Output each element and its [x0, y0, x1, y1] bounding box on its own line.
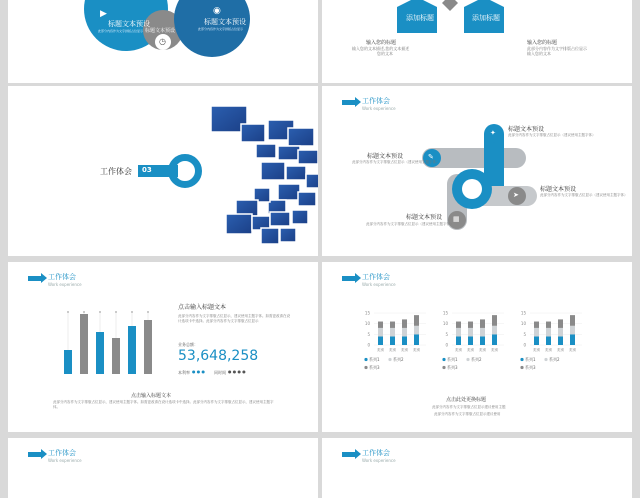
clock-icon: ◷: [159, 37, 166, 46]
stacked-bar-segment: [480, 328, 485, 337]
section-number: 03: [142, 166, 152, 174]
left-heading: 输入您的标题: [366, 40, 397, 46]
header-arrow-icon: [28, 452, 42, 457]
center-label: 标题文本预设: [145, 28, 176, 34]
section-title: 工作体会: [48, 273, 76, 281]
bottom-body: 此部分内容作为文字排版占位显示，建议使用主题字体。如需更改请在设计选项卡中选择。此部分内容作为文字排版占位显示，建议使用主题字体。: [53, 400, 274, 409]
calendar-icon: ▦: [453, 215, 460, 223]
x-tick-label: 类别: [377, 348, 384, 352]
bar-guide-dot: [67, 311, 69, 313]
right-desc-2: 输入您的文本: [527, 51, 551, 56]
x-tick-label: 类别: [545, 348, 552, 352]
item-4-desc: 此部分内容作为文字排版占位显示（建议使用主题字体）: [366, 222, 454, 226]
x-tick-label: 类别: [557, 348, 564, 352]
stacked-bar-segment: [468, 336, 473, 345]
stacked-bar-segment: [480, 336, 485, 345]
section-title: 工作体会: [362, 273, 390, 281]
y-tick-label: 0: [445, 342, 448, 348]
section-title: 工作体会: [362, 449, 390, 457]
right-speaker-icon: ◉: [213, 6, 221, 16]
stacked-bar-segment: [414, 334, 419, 345]
left-subtitle: 此部分内容作为文字排版占位显示: [98, 29, 144, 33]
stacked-bar-segment: [456, 322, 461, 328]
legend-swatch: [544, 358, 547, 361]
stacked-bar-segment: [378, 322, 383, 328]
rating-b-label: 同时间: [214, 370, 226, 375]
item-2-title: 标题文本预设: [367, 153, 404, 160]
stacked-bar-segment: [390, 328, 395, 337]
stacked-bar-segment: [468, 328, 473, 337]
right-body: 此部分内容作为文字排版占位显示，建议使用主题字体。如需更改请在设计选项卡中选择。此部分内容作为文字排版占位显示: [178, 314, 290, 323]
stacked-bar-segment: [402, 328, 407, 337]
rating-b-stars: ● ● ● ●: [228, 369, 246, 374]
stacked-bar-segment: [492, 326, 497, 335]
x-tick-label: 类别: [479, 348, 486, 352]
y-tick-label: 15: [442, 310, 448, 316]
ring-icon: [168, 154, 202, 188]
x-tick-label: 类别: [413, 348, 420, 352]
slide-5[interactable]: [8, 262, 318, 432]
x-tick-label: 类别: [467, 348, 474, 352]
left-desc-1: 输入您的文本描述,您的文本描述: [352, 46, 410, 51]
stacked-bar-segment: [492, 315, 497, 326]
y-tick-label: 0: [367, 342, 370, 348]
section-subtitle: Work experience: [48, 458, 82, 463]
caption-body-2: 此部分内容作为文字排版占位显示建议使用: [434, 412, 501, 416]
legend-swatch: [388, 358, 391, 361]
stacked-bar-segment: [480, 319, 485, 328]
section-subtitle: Work experience: [362, 282, 396, 287]
y-tick-label: 10: [520, 321, 526, 327]
stacked-bar-segment: [402, 336, 407, 345]
slide-6[interactable]: [322, 262, 632, 432]
stacked-bar-segment: [468, 322, 473, 328]
right-title: 点击输入标题文本: [178, 304, 227, 311]
leaf-icon: ✎: [428, 153, 434, 161]
legend-label: 系列1: [447, 357, 458, 362]
bar-guide-dot: [131, 311, 133, 313]
stacked-bar-segment: [456, 328, 461, 337]
caption-body-1: 此部分内容作为文字排版占位显示建议使用主题: [432, 405, 506, 409]
stacked-bar-segment: [402, 319, 407, 328]
stacked-bar-segment: [414, 315, 419, 326]
legend-swatch: [364, 366, 367, 369]
item-4-title: 标题文本预设: [406, 214, 443, 221]
section-subtitle: Work experience: [362, 106, 396, 111]
x-tick-label: 类别: [533, 348, 540, 352]
stacked-bar-segment: [378, 336, 383, 345]
bar-chart: [60, 306, 180, 386]
y-tick-label: 5: [367, 331, 370, 337]
bar: [64, 350, 72, 374]
bottom-title: 点击输入标题文本: [131, 393, 172, 399]
photo-collage: [206, 104, 318, 254]
stacked-bar-segment: [492, 334, 497, 345]
legend-swatch: [442, 358, 445, 361]
y-tick-label: 15: [364, 310, 370, 316]
y-tick-label: 5: [523, 331, 526, 337]
slide-2[interactable]: [322, 0, 632, 83]
legend-label: 系列3: [369, 365, 380, 370]
stacked-bar-segment: [546, 336, 551, 345]
section-title: 工作体会: [362, 97, 390, 105]
stacked-bar-segment: [558, 336, 563, 345]
y-tick-label: 15: [520, 310, 526, 316]
left-title: 标题文本预设: [108, 20, 150, 28]
x-tick-label: 类别: [455, 348, 462, 352]
stacked-bar-segment: [570, 326, 575, 335]
bar: [144, 320, 152, 374]
slide-8[interactable]: [322, 438, 632, 498]
legend-label: 系列3: [525, 365, 536, 370]
bar: [112, 338, 120, 374]
stacked-bar-segment: [534, 322, 539, 328]
legend-label: 系列3: [447, 365, 458, 370]
right-heading: 输入您的标题: [527, 40, 558, 46]
right-title: 标题文本预设: [204, 18, 246, 26]
section-title: 工作体会: [48, 449, 76, 457]
right-subtitle: 此部分内容作为文字排版占位显示: [198, 27, 244, 31]
rating-a-label: 本利率: [178, 370, 190, 375]
y-tick-label: 5: [445, 331, 448, 337]
bar-guide-dot: [99, 311, 101, 313]
stacked-bar-segment: [558, 319, 563, 328]
y-tick-label: 10: [442, 321, 448, 327]
section-subtitle: Work experience: [48, 282, 82, 287]
mini-charts: [322, 307, 632, 407]
rating-a-stars: ● ● ●: [192, 369, 206, 374]
stacked-bar-segment: [414, 326, 419, 335]
stacked-bar-segment: [570, 334, 575, 345]
legend-label: 系列1: [525, 357, 536, 362]
item-1-title: 标题文本预设: [508, 126, 545, 133]
right-desc-1: 此部分内容作为文字排版占位显示: [527, 46, 587, 51]
box1-label: 添加标题: [406, 14, 434, 22]
stacked-bar-segment: [390, 322, 395, 328]
legend-swatch: [466, 358, 469, 361]
item-3-desc: 此部分内容作为文字排版占位显示（建议使用主题字体）: [540, 193, 628, 197]
x-tick-label: 类别: [401, 348, 408, 352]
stacked-bar-segment: [546, 328, 551, 337]
legend-swatch: [364, 358, 367, 361]
item-1-desc: 此部分内容作为文字排版占位显示（建议使用主题字体）: [508, 133, 596, 137]
box2-label: 添加标题: [472, 14, 500, 22]
x-tick-label: 类别: [569, 348, 576, 352]
stacked-bar-segment: [534, 328, 539, 337]
stacked-bar-segment: [570, 315, 575, 326]
bar: [96, 332, 104, 374]
slide-4[interactable]: [322, 86, 632, 256]
section-subtitle: Work experience: [362, 458, 396, 463]
legend-swatch: [442, 366, 445, 369]
section-label: 工作体会: [100, 167, 132, 176]
bulb-icon: ✦: [490, 129, 496, 137]
y-tick-label: 10: [364, 321, 370, 327]
bar-guide-dot: [147, 311, 149, 313]
interlock-graphic: [322, 86, 632, 256]
bar: [128, 326, 136, 374]
header-arrow-icon: [342, 276, 356, 281]
left-desc-2: 您的文本: [377, 51, 393, 56]
legend-swatch: [520, 366, 523, 369]
slide-7[interactable]: [8, 438, 318, 498]
slide-1[interactable]: [8, 0, 318, 83]
legend-swatch: [520, 358, 523, 361]
legend-label: 系列2: [393, 357, 404, 362]
legend-label: 系列2: [549, 357, 560, 362]
stacked-bar-segment: [558, 328, 563, 337]
slide-3[interactable]: [8, 86, 318, 256]
x-tick-label: 类别: [491, 348, 498, 352]
bar-guide-dot: [83, 311, 85, 313]
left-camera-icon: ▶: [100, 9, 107, 19]
legend-label: 系列2: [471, 357, 482, 362]
legend-label: 系列1: [369, 357, 380, 362]
bar: [80, 314, 88, 374]
caption-title: 点击此处更换标题: [446, 397, 487, 403]
y-tick-label: 0: [523, 342, 526, 348]
item-3-title: 标题文本预设: [540, 186, 577, 193]
header-arrow-icon: [28, 276, 42, 281]
item-2-desc: 此部分内容作为文字排版占位显示（建议使用主题字体）: [352, 160, 440, 164]
bar-guide-dot: [115, 311, 117, 313]
x-tick-label: 类别: [389, 348, 396, 352]
stacked-bar-segment: [456, 336, 461, 345]
header-arrow-icon: [342, 452, 356, 457]
stat-value: 53,648,258: [178, 348, 259, 364]
stacked-bar-segment: [390, 336, 395, 345]
stacked-bar-segment: [534, 336, 539, 345]
stat-label: 业务总额：: [178, 342, 198, 347]
paper-plane-icon: ➤: [513, 191, 519, 199]
stacked-bar-segment: [546, 322, 551, 328]
stacked-bar-segment: [378, 328, 383, 337]
